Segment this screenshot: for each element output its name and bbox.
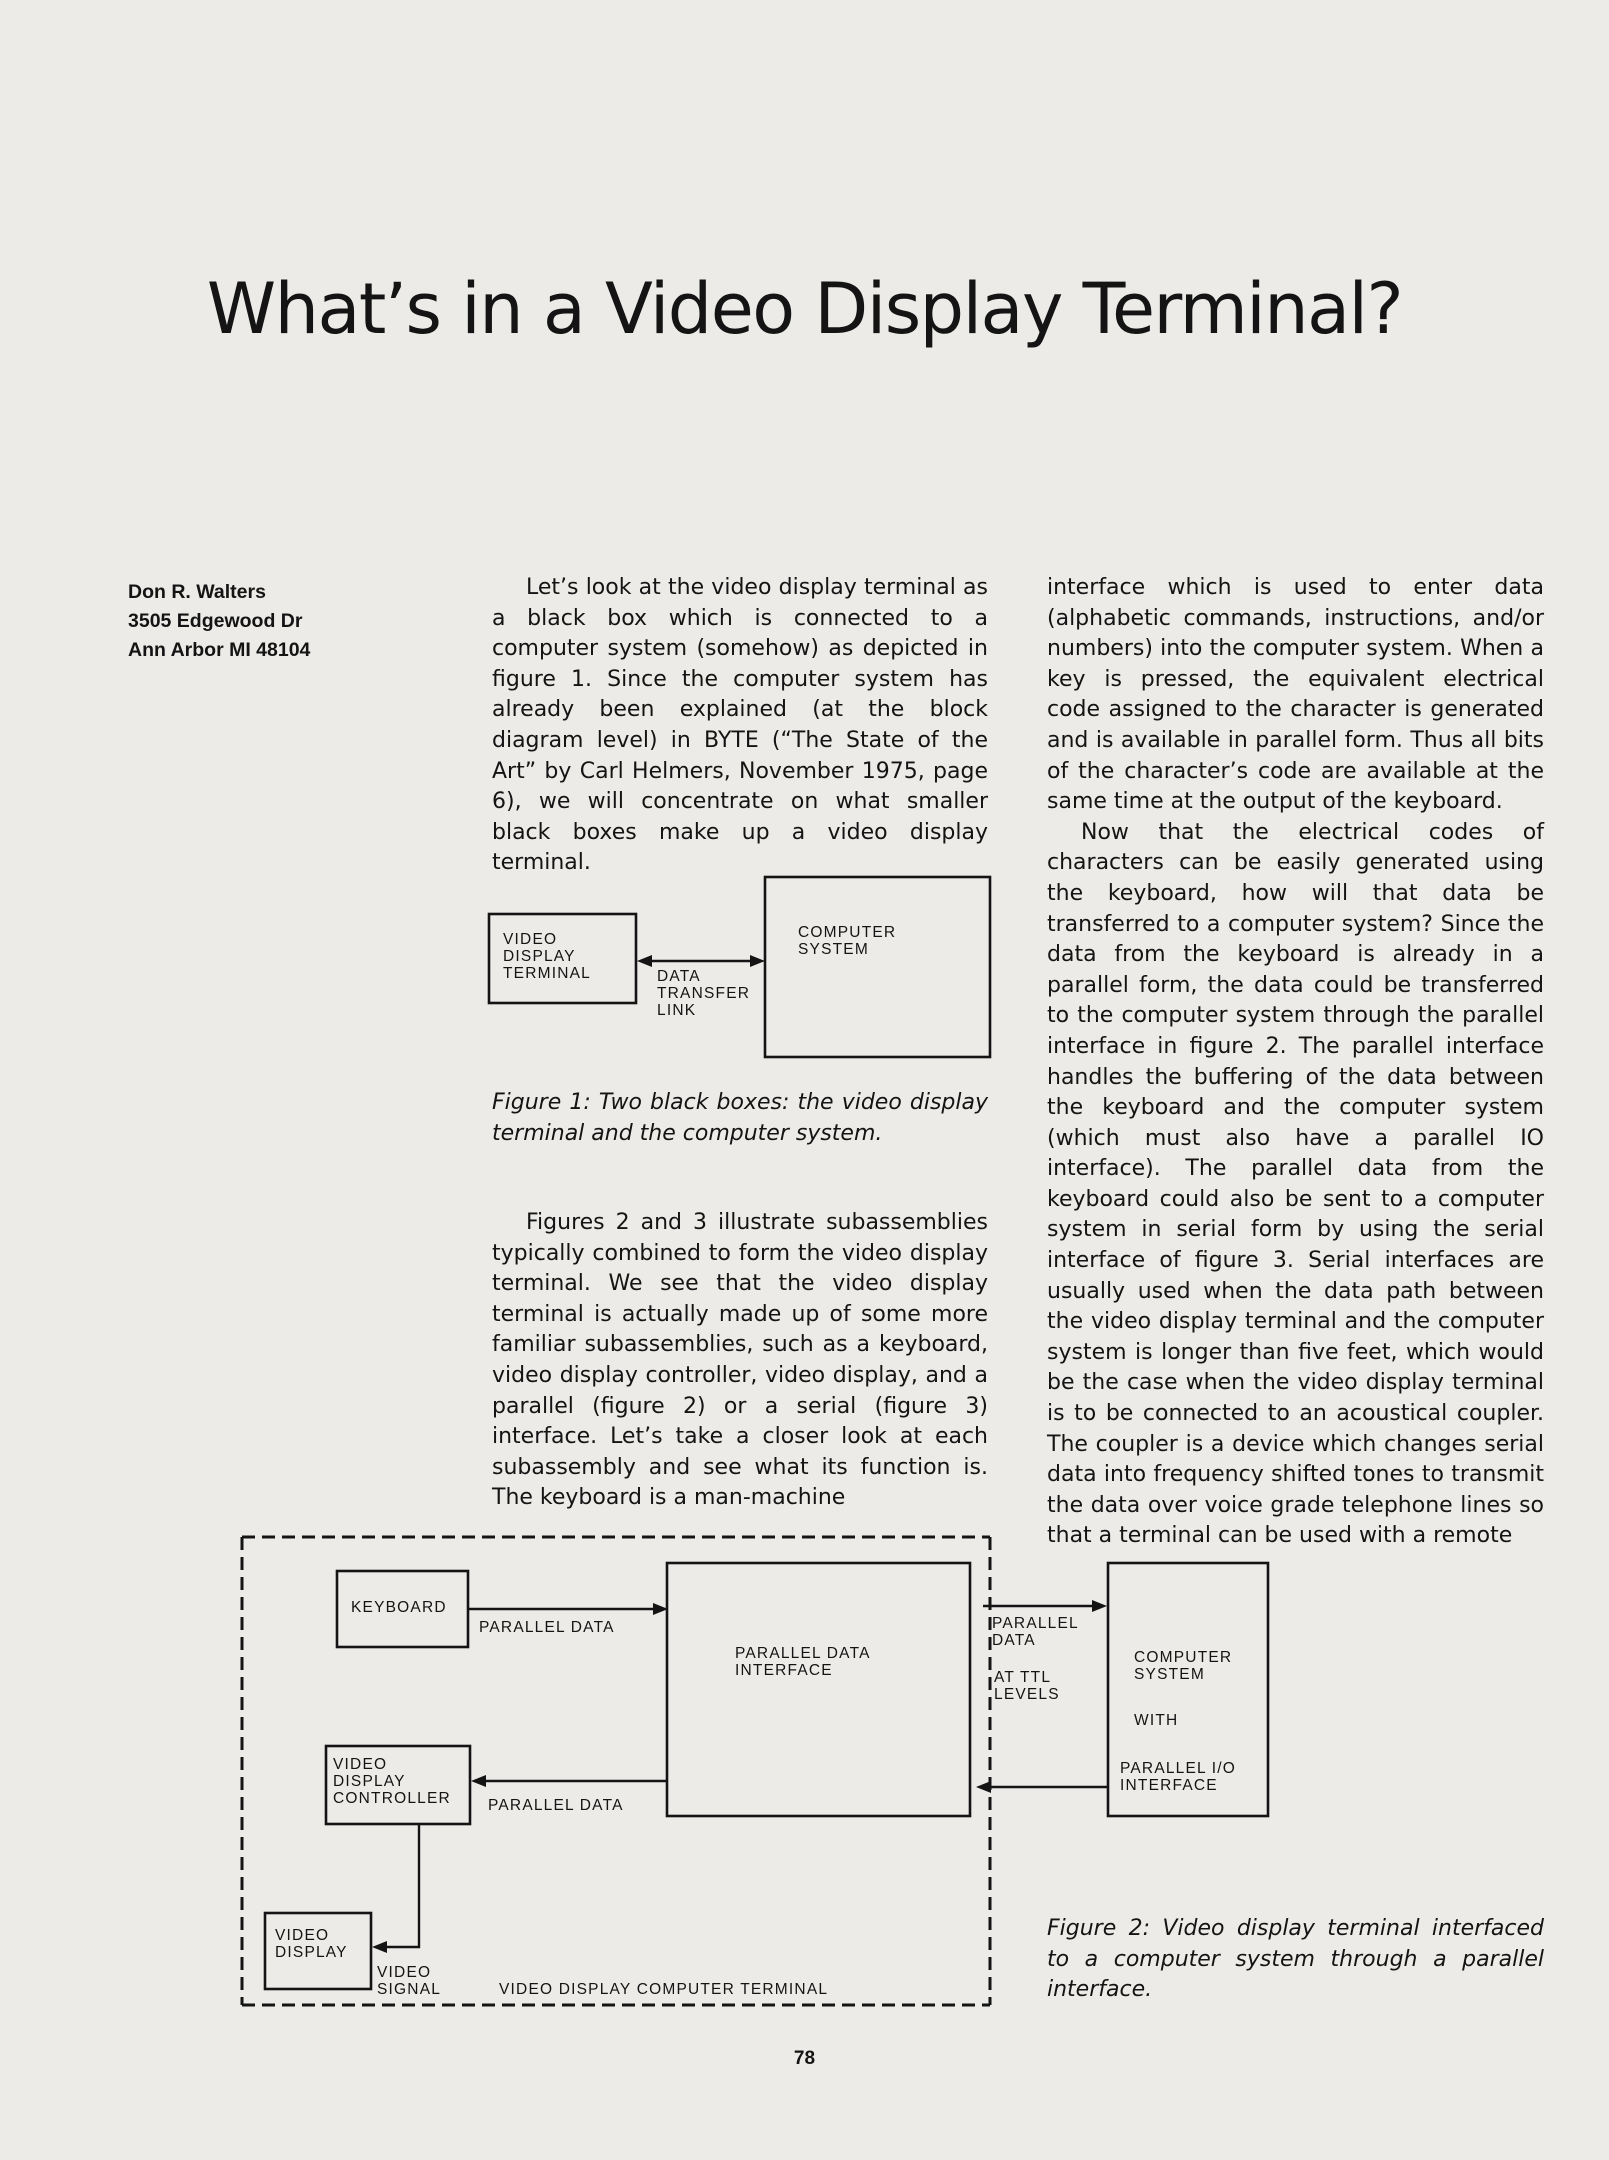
video-signal-line (385, 1824, 419, 1947)
computer-label-2: SYSTEM (1134, 1666, 1205, 1683)
controller-label-2: DISPLAY (333, 1773, 406, 1790)
parallel-data-top-label: PARALLEL DATA (479, 1619, 615, 1636)
page-number: 78 (793, 2048, 816, 2069)
signal-label-2: SIGNAL (377, 1981, 442, 1998)
computer-label-5: INTERFACE (1120, 1777, 1218, 1794)
keyboard-label: KEYBOARD (351, 1599, 447, 1616)
terminal-label: VIDEO DISPLAY COMPUTER TERMINAL (499, 1981, 829, 1998)
ttl-label-2: DATA (992, 1632, 1036, 1649)
paragraph-2-continued: interface which is used to enter data (alphabetic commands, instructions, and/or numbers) into the computer system. When a key is pressed, the equivalent electrical code assigned to the character is generated and is available in parallel form. Thus all bits of the character’s code are available at the same time at the output of the keyboard. (1047, 575, 1544, 815)
interface-label-2: INTERFACE (735, 1662, 833, 1679)
terminal-label-3: TERMINAL (503, 965, 591, 982)
author-street: 3505 Edgewood Dr (128, 610, 303, 632)
article-title: What’s in a Video Display Terminal? (206, 268, 1403, 350)
signal-label-1: VIDEO (377, 1964, 432, 1981)
figure-1-caption: Figure 1: Two black boxes: the video display terminal and the computer system. (492, 1090, 988, 1146)
paragraph-3: Now that the electrical codes of characters can be easily generated using the keyboard, how will that data be transferred to a computer system? Since the data from the keyboard is already in a parallel form, the data could be transferred to the computer system through the parallel interface in figure 2. The parallel interface handles the buffering of the data between the keyboard and the computer system (which must also have a parallel IO interface). The parallel data from the keyboard could also be sent to a computer system in serial form by using the serial interface of figure 3. Serial interfaces are usually used when the data path between the video display terminal and the computer system is longer than five feet, which would be the case when the video display terminal is to be connected to an acoustical coupler. The coupler is a device which changes serial data into frequency shifted tones to transmit the data over voice grade telephone lines so that a terminal can be used with a remote (1047, 819, 1544, 1549)
computer-label-1: COMPUTER (1134, 1649, 1233, 1666)
ttl-label-1: PARALLEL (992, 1615, 1079, 1632)
interface-label-1: PARALLEL DATA (735, 1645, 871, 1662)
display-label-1: VIDEO (275, 1927, 330, 1944)
display-label-2: DISPLAY (275, 1944, 348, 1961)
computer-label-2: SYSTEM (798, 941, 869, 958)
link-label-3: LINK (657, 1002, 697, 1019)
ttl-label-4: LEVELS (994, 1686, 1060, 1703)
paragraph-1: Let’s look at the video display terminal as a black box which is connected to a computer system (somehow) as depicted in figure 1. Since the computer system has already been explained (at the block diagram level) in BYTE (“The State of the Art” by Carl Helmers, November 1975, page 6), we will concentrate on what smaller black boxes make up a video display terminal. (492, 575, 988, 876)
arrow-left-icon (471, 1775, 486, 1787)
controller-label-1: VIDEO (333, 1756, 388, 1773)
arrow-right-icon (1092, 1600, 1107, 1612)
computer-label-3: WITH (1134, 1712, 1179, 1729)
computer-label-4: PARALLEL I/O (1120, 1760, 1237, 1777)
parallel-data-bottom-label: PARALLEL DATA (488, 1797, 624, 1814)
arrow-left-icon (976, 1781, 991, 1793)
parallel-interface-box (667, 1563, 970, 1816)
ttl-label-3: AT TTL (994, 1669, 1052, 1686)
link-label-2: TRANSFER (657, 985, 751, 1002)
author-name: Don R. Walters (128, 581, 266, 603)
computer-label-1: COMPUTER (798, 924, 897, 941)
author-city: Ann Arbor MI 48104 (128, 639, 311, 661)
link-label-1: DATA (657, 968, 701, 985)
terminal-label-2: DISPLAY (503, 948, 576, 965)
paragraph-2: Figures 2 and 3 illustrate subassemblies typically combined to form the video display terminal. We see that the video display terminal is actually made up of some more familiar subassemblies, such as a keyboard, video display controller, video display, and a parallel (figure 2) or a serial (figure 3) interface. Let’s take a closer look at each subassembly and see what its function is. The keyboard is a man-machine (492, 1210, 988, 1511)
arrow-left-icon (372, 1941, 387, 1953)
figure-2-caption: Figure 2: Video display terminal interfaced to a computer system through a parallel interface. (1047, 1916, 1544, 2003)
controller-label-3: CONTROLLER (333, 1790, 451, 1807)
terminal-label-1: VIDEO (503, 931, 558, 948)
